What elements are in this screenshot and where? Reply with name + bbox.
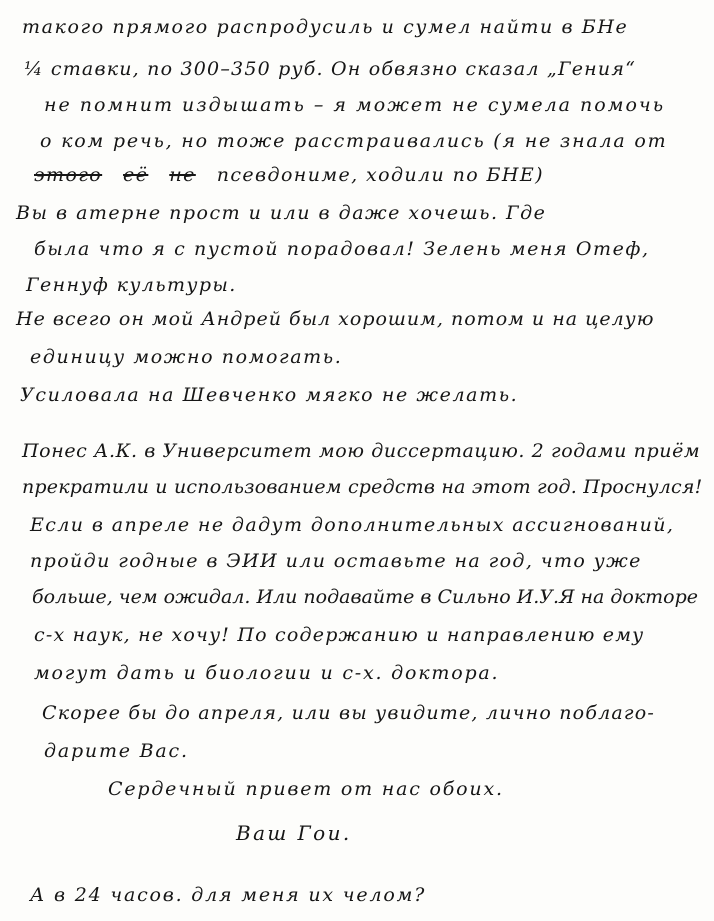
- letter-line-16: больше, чем ожидал. Или подавайте в Сильно И.У.Я на докторе: [32, 586, 699, 608]
- letter-line-19: Скорее бы до апреля, или вы увидите, лично поблаго-: [42, 702, 655, 724]
- letter-line-3: не помнит издышать – я может не сумела помочь: [44, 94, 666, 116]
- letter-line-17: с-х наук, не хочу! По содержанию и направлению ему: [34, 624, 645, 646]
- letter-line-5-text: псевдониме, ходили по БНЕ): [216, 164, 544, 186]
- struck-word: не: [169, 164, 196, 186]
- letter-line-10: единицу можно помогать.: [30, 346, 343, 368]
- signature: Ваш Гои.: [236, 821, 352, 845]
- letter-line-5: [34, 162, 544, 188]
- letter-line-7: была что я с пустой порадовал! Зелень меня Отеф,: [34, 238, 650, 260]
- letter-line-2: ¼ ставки, по 300–350 руб. Он обвязно сказал „Гения“: [24, 58, 637, 80]
- letter-line-18: могут дать и биологии и с-х. доктора.: [34, 662, 500, 684]
- letter-line-6: Вы в атерне прост и или в даже хочешь. Где: [16, 202, 547, 224]
- letter-line-8: Геннуф культуры.: [26, 274, 237, 296]
- struck-word: её: [123, 164, 149, 186]
- closing-greeting: Сердечный привет от нас обоих.: [108, 778, 504, 800]
- struck-word: этого: [34, 164, 103, 186]
- letter-line-15: пройди годные в ЭИИ или оставьте на год, что уже: [30, 550, 642, 572]
- letter-line-20: дарите Вас.: [44, 740, 189, 762]
- letter-line-11: Усиловала на Шевченко мягко не желать.: [20, 384, 519, 406]
- letter-line-12: Понес А.К. в Университет мою диссертацию. 2 годами приём: [22, 440, 701, 462]
- letter-line-14: Если в апреле не дадут дополнительных ассигнований,: [30, 514, 675, 536]
- postscript: А в 24 часов. для меня их челом?: [30, 884, 427, 906]
- letter-line-13: прекратили и использованием средств на этот год. Проснулся!: [22, 476, 703, 498]
- letter-line-4: о ком речь, но тоже расстраивались (я не знала от: [40, 130, 668, 152]
- letter-line-1: такого прямого распродусиль и сумел найти в БНе: [22, 16, 629, 38]
- letter-line-9: Не всего он мой Андрей был хорошим, потом и на целую: [16, 308, 655, 330]
